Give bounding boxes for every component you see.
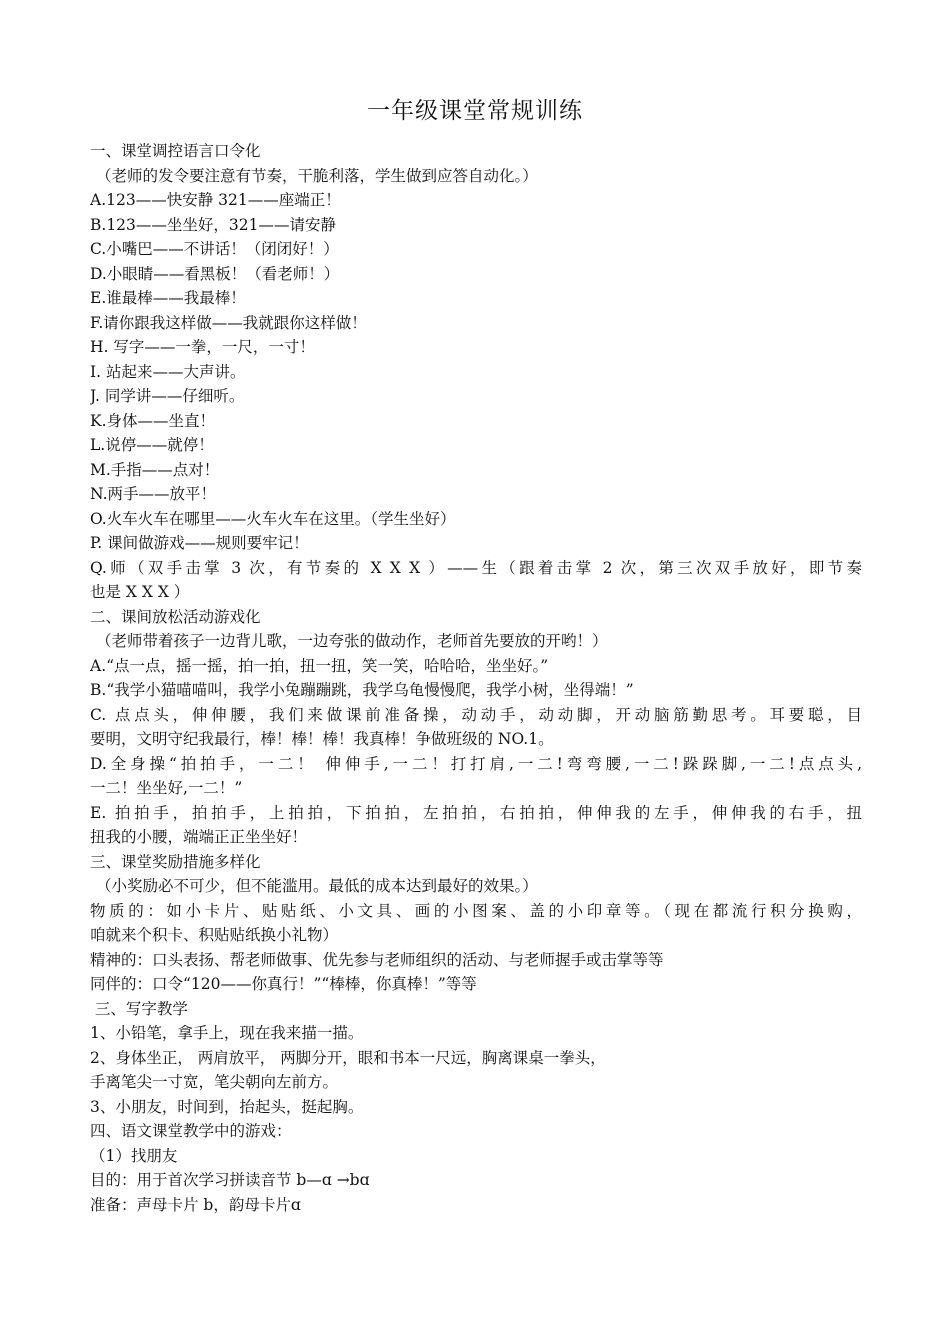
paragraph-line: 物质的：如小卡片、贴贴纸、小文具、画的小图案、盖的小印章等。（现在都流行积分换购， bbox=[90, 901, 862, 920]
list-item: P. 课间做游戏——规则要牢记！ bbox=[90, 534, 309, 552]
subsection-heading: （1）找朋友 bbox=[90, 1146, 178, 1165]
section-heading: 二、课间放松活动游戏化 bbox=[90, 607, 261, 626]
paragraph-line: 精神的：口头表扬、帮老师做事、优先参与老师组织的活动、与老师握手或击掌等等 bbox=[90, 950, 664, 969]
list-item-continuation: 一二！坐坐好,一二！” bbox=[90, 779, 243, 797]
list-item: Q.师（双手击掌 3 次，有节奏的 X X X ）——生（跟着击掌 2 次，第三次双手放好，即节奏 bbox=[90, 558, 862, 577]
paragraph-line: 目的：用于首次学习拼读音节 b—ɑ →bɑ bbox=[90, 1171, 370, 1189]
list-item: J. 同学讲——仔细听。 bbox=[90, 387, 245, 405]
list-item: D.全身操“拍拍手，一二！ 伸伸手,一二！打打肩,一二!弯弯腰,一二!跺跺脚,一二!点点头, bbox=[90, 754, 862, 773]
list-item: D.小眼睛——看黑板！（看老师！） bbox=[90, 264, 340, 283]
section-heading: 三、写字教学 bbox=[90, 999, 188, 1018]
paragraph-line: 准备：声母卡片 b，韵母卡片ɑ bbox=[90, 1195, 301, 1214]
list-item: N.两手——放平！ bbox=[90, 485, 216, 503]
list-item-continuation: 要明，文明守纪我最行，棒！棒！棒！我真棒！争做班级的 NO.1。 bbox=[90, 730, 554, 748]
list-item: K.身体——坐直！ bbox=[90, 411, 216, 430]
list-item: M.手指——点对！ bbox=[90, 460, 220, 479]
paragraph-line: 同伴的：口令“120——你真行！”“棒棒，你真棒！”等等 bbox=[90, 975, 477, 993]
section-note: （老师带着孩子一边背儿歌，一边夸张的做动作，老师首先要放的开哟！） bbox=[96, 632, 608, 650]
document-body bbox=[90, 139, 862, 1217]
list-item: H. 写字——一拳，一尺，一寸！ bbox=[90, 338, 315, 356]
list-item: A.123——快安静 321——座端正！ bbox=[90, 191, 341, 209]
list-item: E. 拍拍手，拍拍手，上拍拍，下拍拍，左拍拍，右拍拍，伸伸我的左手，伸伸我的右手，扭 bbox=[90, 803, 862, 822]
list-item: E.谁最棒——我最棒！ bbox=[90, 289, 246, 307]
section-heading: 一、课堂调控语言口令化 bbox=[90, 142, 261, 160]
list-item: B.“我学小猫喵喵叫，我学小兔蹦蹦跳，我学乌龟慢慢爬，我学小树，坐得端！” bbox=[90, 681, 634, 699]
list-item-continuation: 扭我的小腰，端端正正坐坐好！ bbox=[90, 828, 308, 846]
section-note: （小奖励必不可少，但不能滥用。最低的成本达到最好的效果。） bbox=[96, 877, 538, 895]
section-note: （老师的发令要注意有节奏，干脆利落，学生做到应答自动化。） bbox=[96, 166, 538, 185]
list-item: 2、身体坐正， 两肩放平， 两脚分开，眼和书本一尺远，胸离课桌一拳头， bbox=[90, 1048, 606, 1067]
list-item-continuation: 也是 X X X ） bbox=[90, 583, 190, 601]
list-item: A.“点一点，摇一摇，拍一拍，扭一扭，笑一笑，哈哈哈，坐坐好。” bbox=[90, 656, 549, 675]
list-item: C.小嘴巴——不讲话！（闭闭好！） bbox=[90, 240, 339, 258]
list-item: 3、小朋友，时间到，抬起头，挺起胸。 bbox=[90, 1097, 364, 1116]
list-item: B.123——坐坐好，321——请安静 bbox=[90, 215, 336, 234]
section-heading: 三、课堂奖励措施多样化 bbox=[90, 852, 261, 871]
list-item: C. 点点头，伸伸腰，我们来做课前准备操，动动手，动动脚，开动脑筋勤思考。耳要聪，目 bbox=[90, 705, 862, 724]
list-item: L.说停——就停！ bbox=[90, 436, 214, 454]
list-item: O.火车火车在哪里——火车火车在这里。（学生坐好） bbox=[90, 509, 456, 528]
list-item-continuation: 手离笔尖一寸宽，笔尖朝向左前方。 bbox=[90, 1073, 339, 1091]
list-item: I. 站起来——大声讲。 bbox=[90, 362, 246, 381]
list-item: 1、小铅笔，拿手上，现在我来描一描。 bbox=[90, 1024, 364, 1042]
list-item: F.请你跟我这样做——我就跟你这样做！ bbox=[90, 313, 367, 332]
paragraph-line: 咱就来个积卡、积贴贴纸换小礼物） bbox=[90, 926, 339, 944]
section-heading: 四、语文课堂教学中的游戏： bbox=[90, 1122, 292, 1140]
page-title: 一年级课堂常规训练 bbox=[367, 98, 583, 124]
